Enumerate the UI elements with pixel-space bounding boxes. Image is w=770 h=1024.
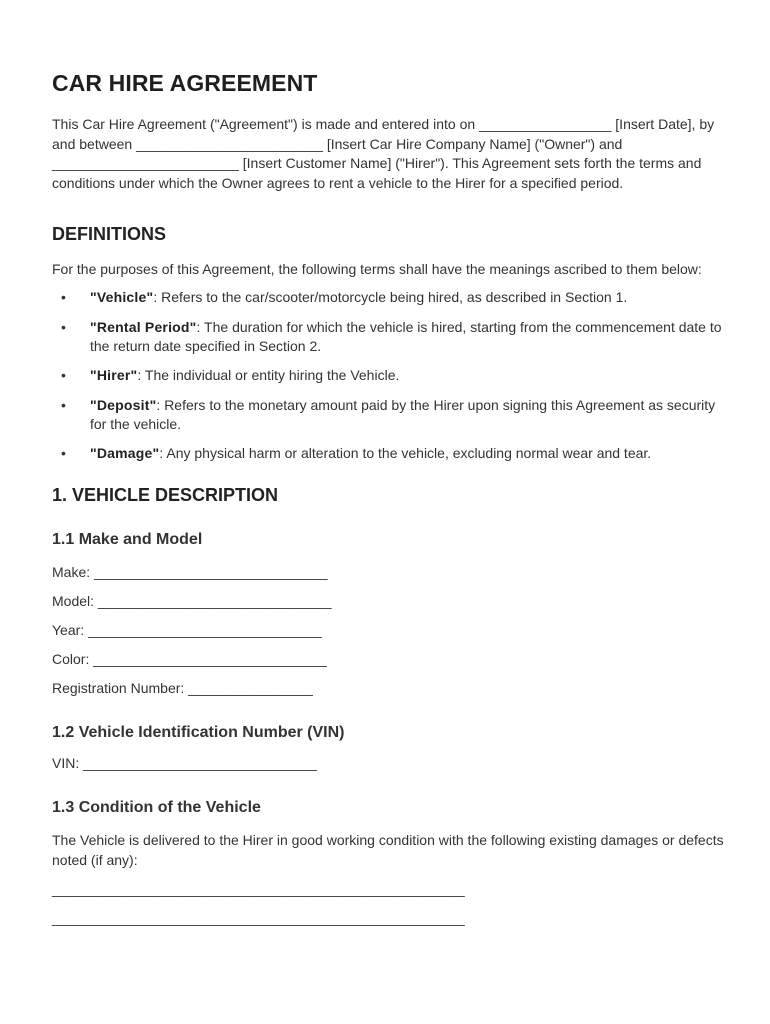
bullet-icon: • [61,367,66,384]
definition-item [52,288,724,308]
make-model-fields [52,562,724,698]
definitions-intro: For the purposes of this Agreement, the following terms shall have the meanings ascribed to them below: [52,261,702,278]
condition-paragraph: The Vehicle is delivered to the Hirer in good working condition with the following existing damages or defects noted (if any): [52,831,724,868]
definition-item [52,396,724,435]
definition-term: "Damage" [90,445,160,462]
definition-text: : Any physical harm or alteration to the vehicle, excluding normal wear and tear. [159,445,652,462]
definition-term: "Rental Period" [90,318,197,335]
bullet-icon: • [61,318,66,335]
definition-item [52,318,724,357]
definition-text: : Refers to the car/scooter/motorcycle being hired, as described in Section 1. [153,289,628,306]
definition-item [52,444,724,464]
definition-term: "Deposit" [90,396,157,413]
subsection-heading-make-model: 1.1 Make and Model [52,530,203,548]
subsection-heading-condition: 1.3 Condition of the Vehicle [52,798,261,816]
intro-paragraph: This Car Hire Agreement ("Agreement") is made and entered into on _________________ [Insert Date], by and between ________________________ [Insert Car Hire Company Name] ("Owner") and ________________________ [Insert Customer Name] ("Hirer"). This Agreement sets forth the terms and conditions under which the Owner agrees to rent a vehicle to the Hirer for a specified period. [52,116,715,191]
condition-blank-line[interactable]: _____________________________________________________ [52,880,465,897]
document-title: CAR HIRE AGREEMENT [52,70,318,96]
bullet-icon: • [61,396,66,413]
bullet-icon: • [61,289,66,306]
condition-blank-line[interactable]: _____________________________________________________ [52,909,465,926]
vin-field[interactable]: VIN: ______________________________ [52,754,317,771]
definition-term: "Hirer" [90,367,138,384]
registration-number-field[interactable]: Registration Number: ________________ [52,679,313,696]
year-field[interactable]: Year: ______________________________ [52,621,322,638]
subsection-heading-vin: 1.2 Vehicle Identification Number (VIN) [52,723,345,741]
definition-item [52,366,724,386]
document-body [52,70,724,928]
make-field[interactable]: Make: ______________________________ [52,563,328,580]
definitions-heading: DEFINITIONS [52,224,167,245]
section-heading-vehicle-description: 1. VEHICLE DESCRIPTION [52,484,279,505]
definition-term: "Vehicle" [90,289,154,306]
definitions-list [52,288,724,464]
model-field[interactable]: Model: ______________________________ [52,592,332,609]
definition-text: : The duration for which the vehicle is hired, starting from the commencement date to the return date specified in Section 2. [90,318,722,355]
bullet-icon: • [61,445,66,462]
color-field[interactable]: Color: ______________________________ [52,650,327,667]
definition-text: : The individual or entity hiring the Vehicle. [137,367,400,384]
definition-text: : Refers to the monetary amount paid by the Hirer upon signing this Agreement as security for the vehicle. [90,396,716,433]
